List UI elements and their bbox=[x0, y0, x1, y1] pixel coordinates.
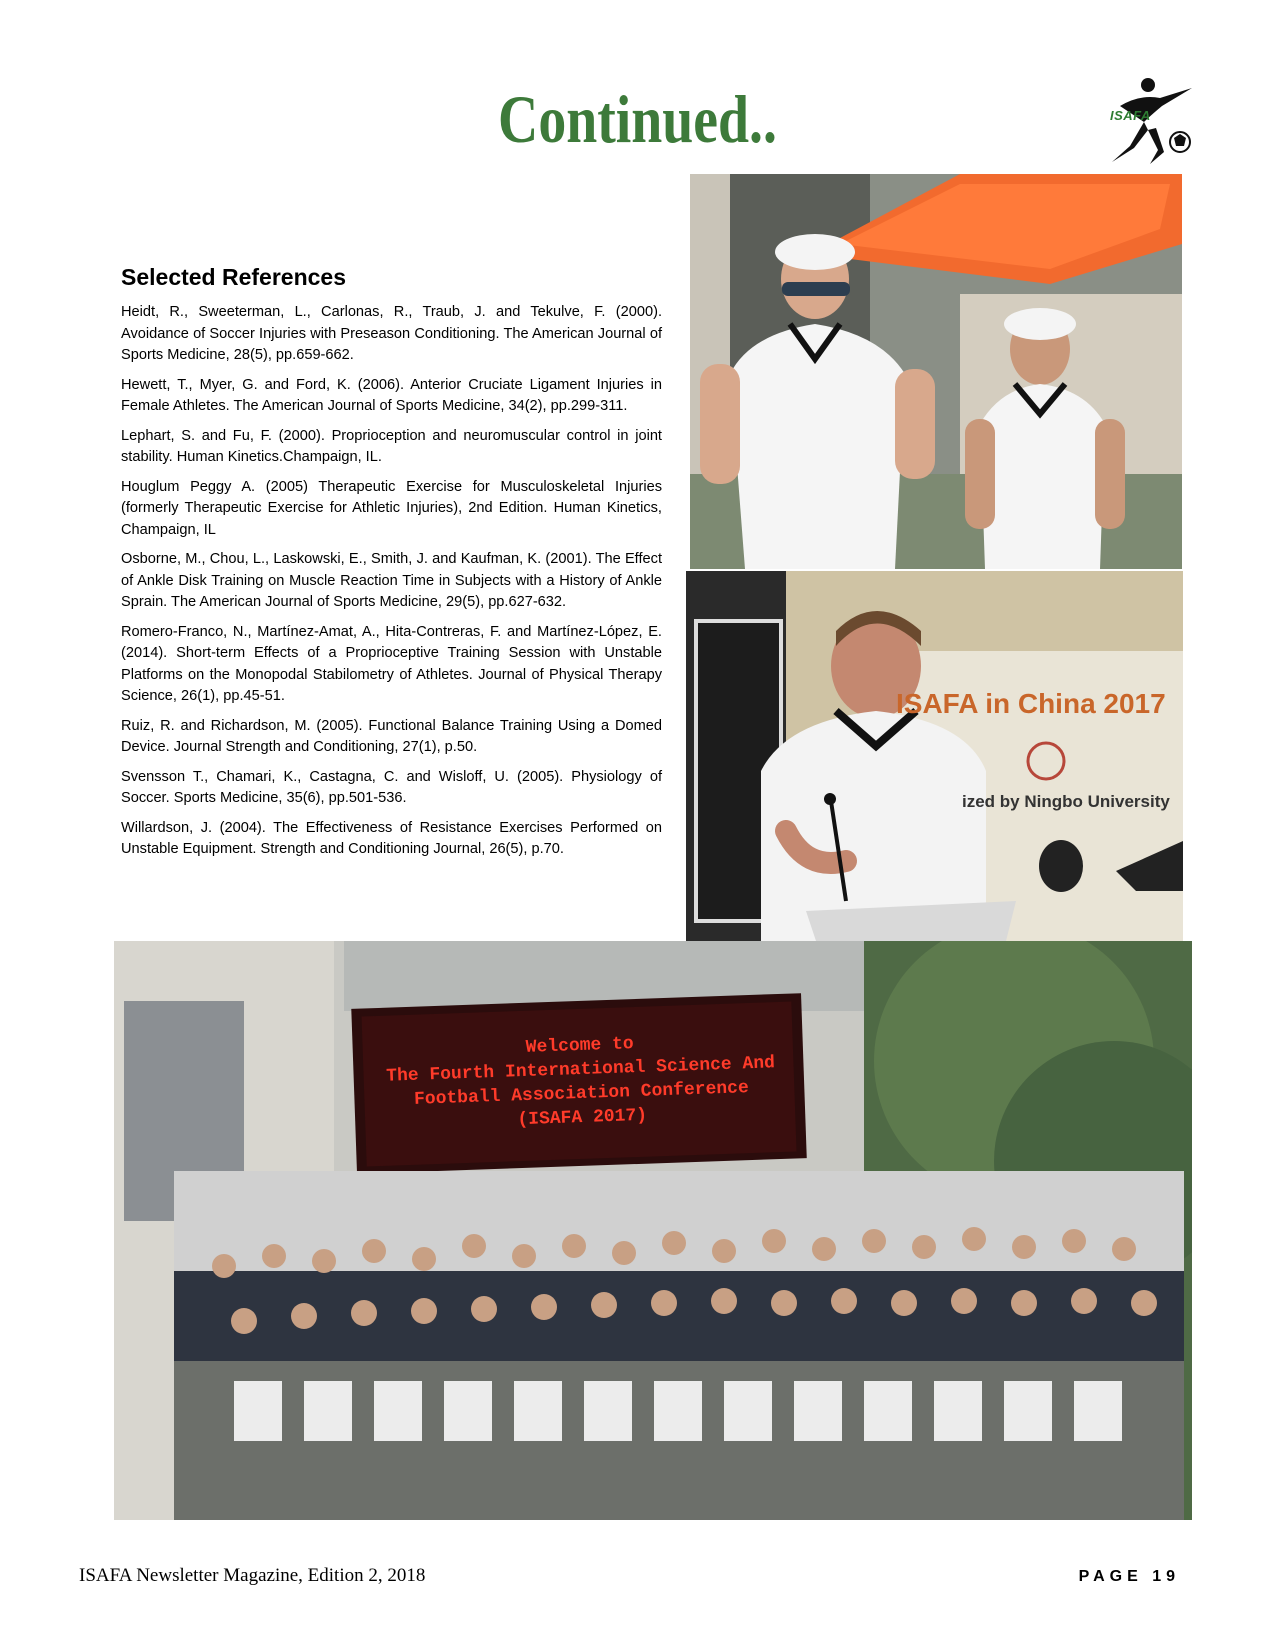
references-heading: Selected References bbox=[121, 264, 347, 290]
reference-item: Houglum Peggy A. (2005) Therapeutic Exercise for Musculoskeletal Injuries (formerly Therapeutic Exercise for Athletic Injuries), 2nd Edition. Human Kinetics, Champaign, IL bbox=[121, 478, 662, 538]
led-line: (ISAFA 2017) bbox=[517, 1105, 648, 1131]
reference-item: Lephart, S. and Fu, F. (2000). Proprioception and neuromuscular control in joint stability. Human Kinetics.Champaign, IL. bbox=[121, 427, 662, 465]
reference-item: Hewett, T., Myer, G. and Ford, K. (2006). Anterior Cruciate Ligament Injuries in Female Athletes. The American Journal of Sports Medicine, 34(2), pp.299-311. bbox=[121, 376, 662, 414]
reference-item: Osborne, M., Chou, L., Laskowski, E., Smith, J. and Kaufman, K. (2001). The Effect of Ankle Disk Training on Muscle Reaction Time in Subjects with a History of Ankle Sprain. The American Journal of Sports Medicine, 29(5), pp.627-632. bbox=[121, 551, 662, 610]
led-welcome-sign bbox=[359, 1005, 804, 1158]
footer-page-number: PAGE 19 bbox=[1078, 1568, 1180, 1585]
banner-subtitle: ized by Ningbo University bbox=[962, 792, 1170, 811]
photo-two-coaches bbox=[690, 174, 1182, 569]
isafa-logo bbox=[1100, 76, 1196, 166]
photo-speaker-podium bbox=[686, 571, 1183, 941]
led-line: Welcome to bbox=[525, 1034, 635, 1058]
references-list bbox=[121, 302, 662, 869]
reference-item: Heidt, R., Sweeterman, L., Carlonas, R., Traub, J. and Tekulve, F. (2000). Avoidance of Soccer Injuries with Preseason Conditioning. The American Journal of Sports Medicine, 28(5), pp.659-662. bbox=[121, 304, 662, 363]
logo-text: ISAFA bbox=[1110, 108, 1151, 123]
reference-item: Romero-Franco, N., Martínez-Amat, A., Hita-Contreras, F. and Martínez-López, E. (2014). Short-term Effects of a Proprioceptive Training Session with Unstable Platforms on the Monopodal Stabilometry of Athletes. Journal of Physical Therapy Science, 26(1), pp.45-51. bbox=[121, 623, 662, 704]
reference-item: Svensson T., Chamari, K., Castagna, C. and Wisloff, U. (2005). Physiology of Soccer. Sports Medicine, 35(6), pp.501-536. bbox=[121, 768, 662, 806]
footer-publication: ISAFA Newsletter Magazine, Edition 2, 2018 bbox=[79, 1565, 426, 1586]
led-line: The Fourth International Science And bbox=[385, 1053, 776, 1087]
page-title: Continued.. bbox=[498, 81, 777, 157]
reference-item: Ruiz, R. and Richardson, M. (2005). Functional Balance Training Using a Domed Device. Journal Strength and Conditioning, 27(1), p.50. bbox=[121, 717, 662, 755]
reference-item: Willardson, J. (2004). The Effectiveness of Resistance Exercises Performed on Unstable Equipment. Strength and Conditioning Journal, 26(5), p.70. bbox=[121, 819, 662, 857]
led-line: Football Association Conference bbox=[413, 1078, 750, 1110]
banner-title: ISAFA in China 2017 bbox=[896, 688, 1166, 719]
photo-conference-group bbox=[114, 941, 1192, 1520]
